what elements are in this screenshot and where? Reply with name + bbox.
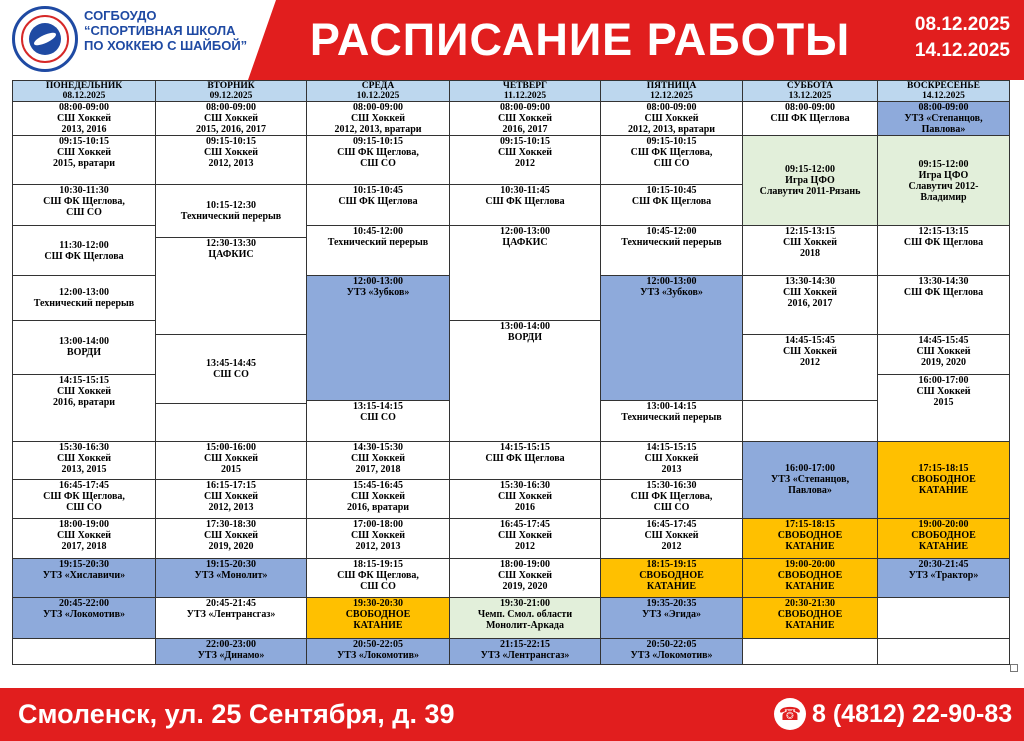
schedule-cell: 14:15-15:15 СШ ФК Щеглова [450,441,601,480]
day-header-fri: ПЯТНИЦА 12.12.2025 [601,81,743,102]
schedule-cell: 15:30-16:30 СШ ФК Щеглова, СШ СО [601,480,743,519]
schedule-cell: 14:15-15:15 СШ Хоккей 2013 [601,441,743,480]
phone-icon: ☎ [774,698,806,730]
schedule-cell: 08:00-09:00 СШ Хоккей 2016, 2017 [450,102,601,136]
schedule-cell: 12:00-13:00 Технический перерыв [13,276,156,321]
org-line: ПО ХОККЕЮ С ШАЙБОЙ” [84,38,248,53]
schedule-cell: 10:30-11:30 СШ ФК Щеглова, СШ СО [13,185,156,226]
schedule-cell: 10:15-12:30 Технический перерыв [156,185,307,238]
schedule-cell: 13:00-14:00 ВОРДИ [13,321,156,375]
schedule-cell: 18:00-19:00 СШ Хоккей 2019, 2020 [450,559,601,598]
schedule-cell [156,404,307,442]
footer-bar [0,688,1024,741]
schedule-cell: 16:45-17:45 СШ Хоккей 2012 [450,518,601,559]
schedule-cell: 19:15-20:30 УТЗ «Монолит» [156,559,307,598]
top-header [0,0,1024,80]
schedule-cell: 09:15-10:15 СШ Хоккей 2012, 2013 [156,136,307,185]
day-header-sun: ВОСКРЕСЕНЬЕ 14.12.2025 [878,81,1010,102]
schedule-cell: 15:00-16:00 СШ Хоккей 2015 [156,441,307,480]
schedule-cell: 14:30-15:30 СШ Хоккей 2017, 2018 [307,441,450,480]
schedule-cell: 17:15-18:15 СВОБОДНОЕ КАТАНИЕ [878,441,1010,518]
schedule-cell: 12:00-13:00 ЦАФКИС [450,225,601,320]
schedule-cell: 13:15-14:15 СШ СО [307,401,450,442]
schedule-cell: 20:30-21:45 УТЗ «Трактор» [878,559,1010,598]
schedule-cell: 17:15-18:15 СВОБОДНОЕ КАТАНИЕ [743,518,878,559]
schedule-cell: 20:45-22:00 УТЗ «Локомотив» [13,597,156,638]
schedule-cell: 12:15-13:15 СШ ФК Щеглова [878,225,1010,276]
schedule-cell: 15:30-16:30 СШ Хоккей 2013, 2015 [13,441,156,480]
schedule-cell: 08:00-09:00 СШ Хоккей 2012, 2013, вратари [307,102,450,136]
schedule-cell: 09:15-12:00 Игра ЦФО Славутич 2011-Рязань [743,136,878,225]
schedule-cell: 08:00-09:00 СШ Хоккей 2012, 2013, вратари [601,102,743,136]
schedule-cell: 15:45-16:45 СШ Хоккей 2016, вратари [307,480,450,519]
schedule-cell: 19:00-20:00 СВОБОДНОЕ КАТАНИЕ [743,559,878,598]
schedule-cell: 08:00-09:00 СШ Хоккей 2013, 2016 [13,102,156,136]
schedule-cell: 16:15-17:15 СШ Хоккей 2012, 2013 [156,480,307,519]
day-header-wed: СРЕДА 10.12.2025 [307,81,450,102]
date-to: 14.12.2025 [914,40,1010,61]
schedule-cell: 19:15-20:30 УТЗ «Хиславичи» [13,559,156,598]
schedule-cell: 12:15-13:15 СШ Хоккей 2018 [743,225,878,276]
schedule-cell: 20:50-22:05 УТЗ «Локомотив» [307,638,450,665]
schedule-cell: 17:30-18:30 СШ Хоккей 2019, 2020 [156,518,307,559]
schedule-table-wrap [12,80,1009,665]
schedule-cell: 14:15-15:15 СШ Хоккей 2016, вратари [13,374,156,441]
schedule-cell: 16:45-17:45 СШ Хоккей 2012 [601,518,743,559]
schedule-cell: 13:30-14:30 СШ Хоккей 2016, 2017 [743,276,878,335]
schedule-cell: 12:00-13:00 УТЗ «Зубков» [307,276,450,401]
schedule-cell: 20:45-21:45 УТЗ «Лентрансгаз» [156,597,307,638]
schedule-cell [878,638,1010,665]
schedule-cell: 09:15-12:00 Игра ЦФО Славутич 2012- Владимир [878,136,1010,225]
schedule-cell: 09:15-10:15 СШ Хоккей 2012 [450,136,601,185]
schedule-cell: 22:00-23:00 УТЗ «Динамо» [156,638,307,665]
schedule-cell: 12:00-13:00 УТЗ «Зубков» [601,276,743,401]
schedule-cell: 19:00-20:00 СВОБОДНОЕ КАТАНИЕ [878,518,1010,559]
page-title: РАСПИСАНИЕ РАБОТЫ [309,14,851,65]
schedule-cell: 11:30-12:00 СШ ФК Щеглова [13,225,156,276]
schedule-cell: 10:45-12:00 Технический перерыв [601,225,743,276]
phone-number: 8 (4812) 22-90-83 [812,700,1013,728]
org-line: СОГБОУДО [84,8,157,23]
organization-name [84,8,254,53]
schedule-cell: 16:45-17:45 СШ ФК Щеглова, СШ СО [13,480,156,519]
schedule-cell: 19:30-20:30 СВОБОДНОЕ КАТАНИЕ [307,597,450,638]
schedule-cell: 13:30-14:30 СШ ФК Щеглова [878,276,1010,335]
resize-handle[interactable] [1010,664,1018,672]
schedule-cell: 10:15-10:45 СШ ФК Щеглова [307,185,450,226]
schedule-cell: 16:00-17:00 УТЗ «Степанцов, Павлова» [743,441,878,518]
schedule-cell: 14:45-15:45 СШ Хоккей 2019, 2020 [878,335,1010,375]
schedule-cell: 16:00-17:00 СШ Хоккей 2015 [878,374,1010,441]
schedule-cell: 21:15-22:15 УТЗ «Лентрансгаз» [450,638,601,665]
schedule-cell: 12:30-13:30 ЦАФКИС [156,237,307,334]
schedule-cell: 19:35-20:35 УТЗ «Эгида» [601,597,743,638]
schedule-cell: 09:15-10:15 СШ ФК Щеглова, СШ СО [307,136,450,185]
schedule-cell: 10:45-12:00 Технический перерыв [307,225,450,276]
date-from: 08.12.2025 [914,14,1010,35]
schedule-cell: 20:30-21:30 СВОБОДНОЕ КАТАНИЕ [743,597,878,638]
schedule-cell: 09:15-10:15 СШ Хоккей 2015, вратари [13,136,156,185]
schedule-cell: 18:15-19:15 СШ ФК Щеглова, СШ СО [307,559,450,598]
schedule-table [12,80,1010,665]
schedule-cell: 08:00-09:00 СШ ФК Щеглова [743,102,878,136]
school-logo [12,6,78,72]
schedule-cell [878,597,1010,638]
schedule-cell: 18:00-19:00 СШ Хоккей 2017, 2018 [13,518,156,559]
address: Смоленск, ул. 25 Сентября, д. 39 [18,699,455,729]
schedule-cell [743,638,878,665]
schedule-cell: 09:15-10:15 СШ ФК Щеглова, СШ СО [601,136,743,185]
day-header-thu: ЧЕТВЕРГ 11.12.2025 [450,81,601,102]
schedule-cell: 13:00-14:00 ВОРДИ [450,321,601,442]
schedule-cell: 13:00-14:15 Технический перерыв [601,401,743,442]
schedule-cell: 15:30-16:30 СШ Хоккей 2016 [450,480,601,519]
schedule-cell: 10:30-11:45 СШ ФК Щеглова [450,185,601,226]
schedule-cell: 08:00-09:00 УТЗ «Степанцов, Павлова» [878,102,1010,136]
schedule-cell: 08:00-09:00 СШ Хоккей 2015, 2016, 2017 [156,102,307,136]
date-range [880,12,1010,64]
schedule-cell: 10:15-10:45 СШ ФК Щеглова [601,185,743,226]
schedule-cell: 19:30-21:00 Чемп. Смол. области Монолит-Аркада [450,597,601,638]
schedule-cell: 20:50-22:05 УТЗ «Локомотив» [601,638,743,665]
schedule-cell [743,401,878,442]
schedule-cell: 17:00-18:00 СШ Хоккей 2012, 2013 [307,518,450,559]
schedule-cell: 13:45-14:45 СШ СО [156,335,307,404]
day-header-sat: СУББОТА 13.12.2025 [743,81,878,102]
schedule-cell [13,638,156,665]
schedule-cell: 14:45-15:45 СШ Хоккей 2012 [743,335,878,401]
day-header-mon: ПОНЕДЕЛЬНИК 08.12.2025 [13,81,156,102]
day-header-tue: ВТОРНИК 09.12.2025 [156,81,307,102]
schedule-cell: 18:15-19:15 СВОБОДНОЕ КАТАНИЕ [601,559,743,598]
org-line: “СПОРТИВНАЯ ШКОЛА [84,23,236,38]
